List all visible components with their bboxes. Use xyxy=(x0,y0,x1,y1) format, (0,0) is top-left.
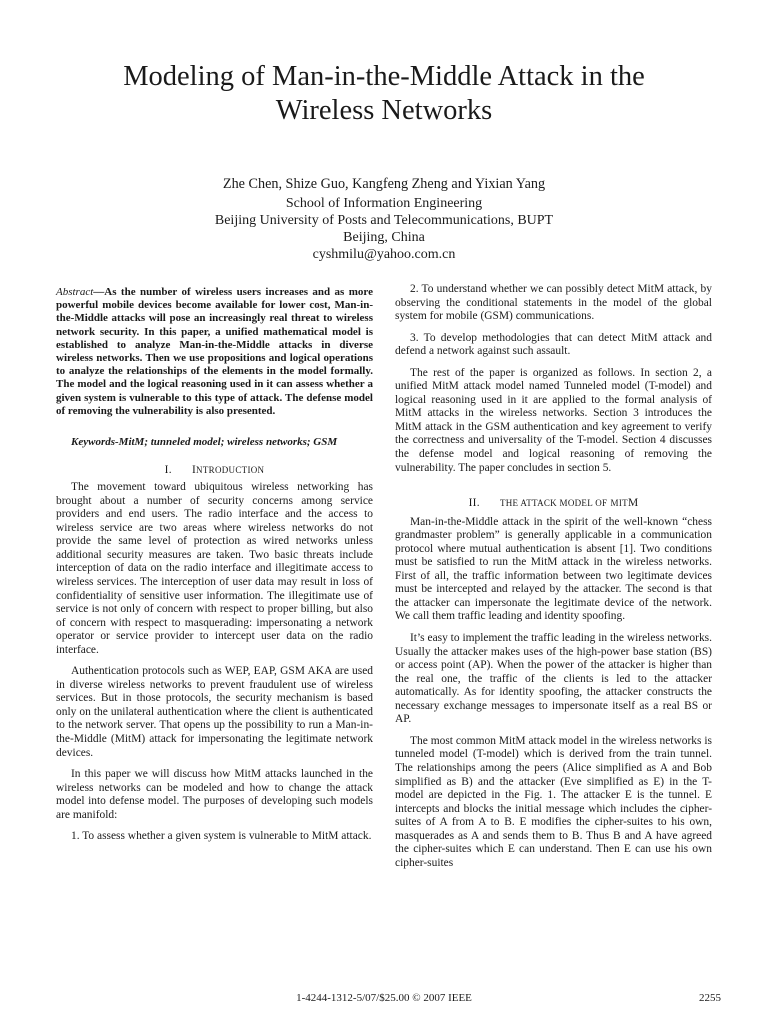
abstract-text: —As the number of wireless users increases and as more powerful mobile devices become available for lower cost, Man-in-the-Middle attacks will pose an increasingly real threat to wireless network security. In this paper, a unified mathematical model is established to analyze Man-in-the-Middle attacks in diverse wireless networks. Then we use propositions and logical operations to analyze the relationships of the elements in the model formally. The model and the logical reasoning used in it can assess whether a given system is vulnerable to this type of attack. The defense model of removing the vulnerability is also presented. xyxy=(56,286,373,417)
paragraph-attack-2: It’s easy to implement the traffic leading in the wireless networks. Usually the attacker makes uses of the high-power base station (BS) or access point (AP). When the power of the attacker is higher than the real one, the traffic of the clients is led to the attacker automatically. As for identity spoofing, the attacker constructs the necessary exchange messages to impersonate itself as a real BS or AP. xyxy=(395,632,712,726)
section-2-title-mit: MIT xyxy=(610,498,628,509)
section-1-number: I. xyxy=(164,463,172,476)
section-1-title-rest: NTRODUCTION xyxy=(196,464,265,475)
abstract xyxy=(56,286,373,418)
paragraph-attack-3: The most common MitM attack model in the wireless networks is tunneled model (T-model) which is derived from the train tunnel. The relationships among the peers (Alice simplified as A and Bob simplified as B) and the attacker (Eve simplified as E) in the T-model are depicted in the Fig. 1. The attacker E is the tunnel. E intercepts and blocks the initial message which includes the cipher-suites of A from A to B. E modifies the cipher-suites to his own, masquerades as A and sends them to B. Thus B and A have agreed the cipher-suites which E can understand. Then E can use his own cipher-suites xyxy=(395,734,712,869)
author-names: Zhe Chen, Shize Guo, Kangfeng Zheng and Yixian Yang xyxy=(222,176,546,192)
keywords: Keywords-MitM; tunneled model; wireless networks; GSM xyxy=(71,436,338,449)
section-1-title-cap: I xyxy=(191,463,197,476)
paragraph-intro-1: The movement toward ubiquitous wireless networking has brought about a number of security concerns among service providers and end users. The radio interface and the access to wireless service are two areas where wireless networks do not provide the same level of protection as wired networks unless additional security measures are taken. Two basic threats include interception of data on the radio interface and illegitimate access to wireless services. The interception of user data may result in loss of confidentiality of sensitive user information. The illegitimate use of service is not only of concern with respect to proper billing, but also of concern with respect to masquerading: impersonating a network operator or service provider to intercept user data on the radio interface. xyxy=(56,481,373,656)
paragraph-purpose-2: 2. To understand whether we can possibly detect MitM attack, by observing the conditional statements in the model of the global system for mobile (GSM) communications. xyxy=(395,283,712,323)
footer-copyright: 1-4244-1312-5/07/$25.00 © 2007 IEEE xyxy=(296,992,472,1004)
paragraph-purpose-3: 3. To develop methodologies that can detect MitM attack and defend a network against such assault. xyxy=(395,331,712,358)
paragraph-intro-2: Authentication protocols such as WEP, EAP, GSM AKA are used in diverse wireless networks to prevent fraudulent use of wireless services. But in those protocols, the security mechanism is based only on the unilateral authentication where the client is authenticated to the network server. That opens up the possibility to run a Man-in-the-Middle (MitM) attack for impersonating the legitimate network devices. xyxy=(56,665,373,759)
paragraph-purpose-1: 1. To assess whether a given system is vulnerable to MitM attack. xyxy=(71,830,372,843)
paper-title xyxy=(40,60,728,128)
section-2-title-main: THE ATTACK MODEL OF xyxy=(499,498,608,509)
author-email: cyshmilu@yahoo.com.cn xyxy=(312,247,456,262)
title-line-2: Wireless Networks xyxy=(275,95,493,126)
left-column xyxy=(56,286,373,852)
author-block xyxy=(60,176,708,263)
section-2-number: II. xyxy=(468,497,480,510)
title-line-1: Modeling of Man-in-the-Middle Attack in the xyxy=(123,61,645,92)
page-number: 2255 xyxy=(699,992,721,1004)
section-2-heading xyxy=(395,497,712,511)
section-2-title-m: M xyxy=(627,497,639,510)
abstract-label: Abstract xyxy=(56,286,94,298)
affiliation-university: Beijing University of Posts and Telecommunications, BUPT xyxy=(214,213,554,228)
affiliation-school: School of Information Engineering xyxy=(285,196,483,211)
affiliation-location: Beijing, China xyxy=(343,230,425,245)
section-1-heading xyxy=(56,464,373,478)
right-column xyxy=(395,283,712,878)
paragraph-attack-1: Man-in-the-Middle attack in the spirit of the well-known “chess grandmaster problem” is generally applicable in a communication protocol where mutual authentication is absent [1]. Two conditions must be satisfied to run the MitM attack in the wireless networks. First of all, the traffic information between two legitimate devices must be intercepted and relayed by the attacker. The second is that the attacker can impersonate the legitimate device of the network. We call them traffic leading and identity spoofing. xyxy=(395,515,712,623)
paragraph-intro-3: In this paper we will discuss how MitM attacks launched in the wireless networks can be modeled and how to change the attack model into defense model. The purposes of developing such models are manifold: xyxy=(56,768,373,821)
paragraph-organization: The rest of the paper is organized as follows. In section 2, a unified MitM attack model named Tunneled model (T-model) and logical reasoning used in it are applied to the formal analysis of MitM attacks in the wireless networks. Section 3 introduces the MitM attack in the GSM authentication and key agreement to verify the correctness and universality of the T-model. Section 4 discusses the defense model and logical reasoning of removing the vulnerability. The paper concludes in section 5. xyxy=(395,366,712,474)
